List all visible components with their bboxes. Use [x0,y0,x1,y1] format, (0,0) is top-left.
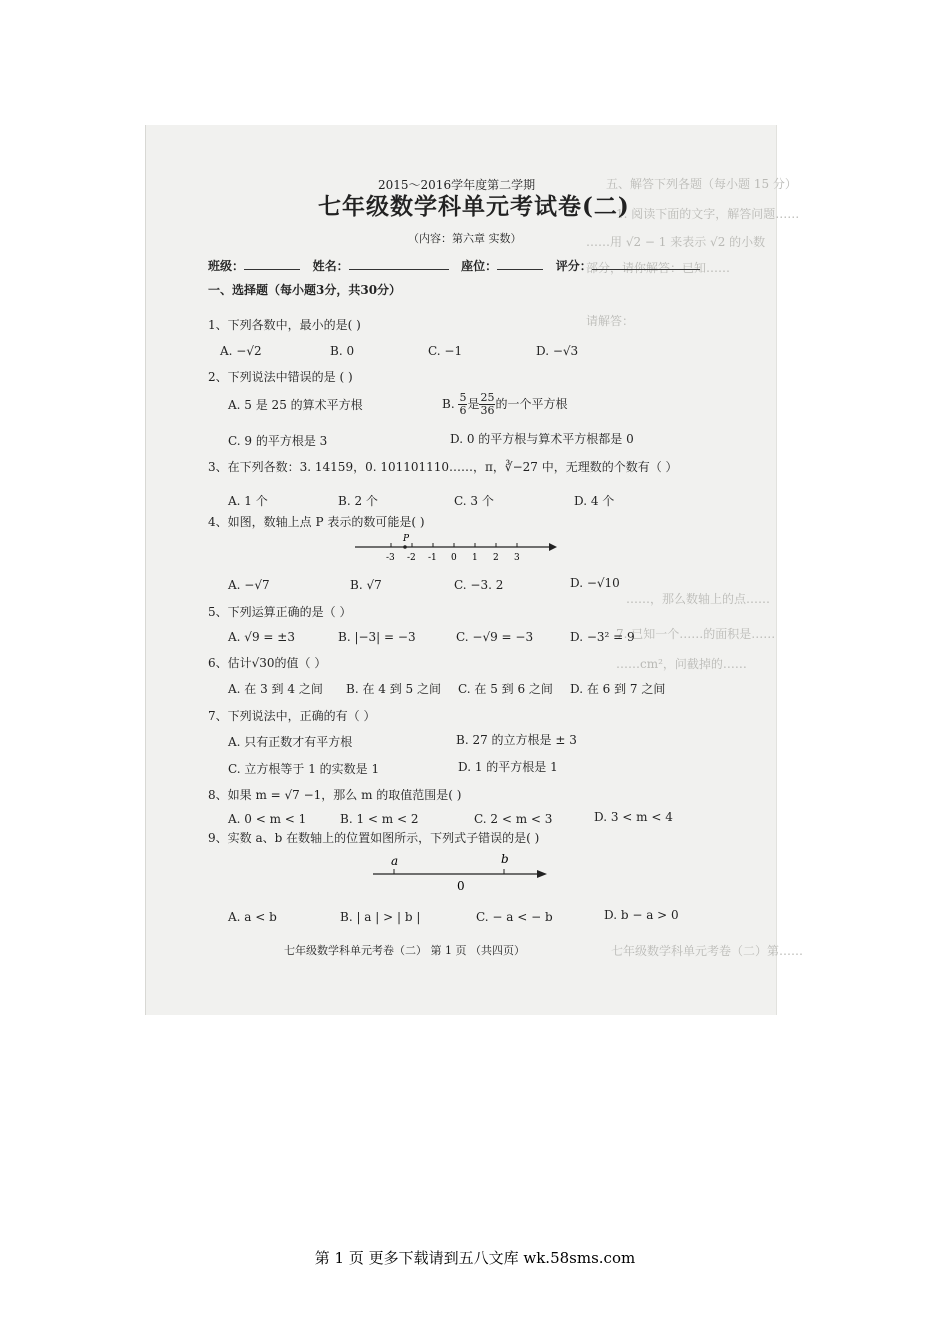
section-heading: 一、选择题（每小题3分，共30分） [208,283,402,297]
class-field[interactable] [244,257,300,270]
q7-option-a: A. 只有正数才有平方根 [228,735,353,749]
tick-label: -2 [407,553,416,563]
q3-option-d: D. 4 个 [574,494,615,508]
q8-option-a: A. 0 < m < 1 [228,812,307,826]
tick-label: -3 [386,553,395,563]
score-field[interactable] [592,257,700,270]
scanned-exam-page [145,125,804,1015]
question-8-stem: 8、如果 m = √7 −1，那么 m 的取值范围是( ) [208,788,462,802]
tick-label: 3 [514,553,520,563]
denominator: 6 [459,404,467,417]
question-7-stem: 7、下列说法中，正确的有（ ） [208,709,376,723]
exam-title: 七年级数学科单元考试卷(二) [318,193,630,220]
exam-scope: （内容：第六章 实数） [408,232,522,245]
class-label: 班级： [208,259,245,273]
q4-number-line [351,533,561,567]
q4-option-d: D. −√10 [570,576,620,590]
question-9-stem: 9、实数 a、b 在数轴上的位置如图所示，下列式子错误的是( ) [208,831,540,845]
q6-option-c: C. 在 5 到 6 之间 [458,682,553,696]
tick-label: 1 [472,553,478,563]
q2-option-c: C. 9 的平方根是 3 [228,434,328,448]
score-label: 评分： [555,259,592,273]
q8-option-b: B. 1 < m < 2 [340,812,419,826]
bleed-through-text: 五、解答下列各题（每小题 15 分） [606,177,797,191]
point-b-label: b [501,852,509,866]
tick-label: -1 [428,553,437,563]
q3-option-c: C. 3 个 [454,494,494,508]
q1-option-c: C. −1 [428,344,463,358]
q2-option-d: D. 0 的平方根与算术平方根都是 0 [450,432,634,446]
q9-option-b: B. | a | > | b | [340,910,421,924]
bleed-through-text: 部分，请你解答：已知…… [586,261,731,275]
bleed-through-text: ……，那么数轴上的点…… [626,592,771,606]
bleed-through-text: 七年级数学科单元考卷（二）第…… [611,944,804,958]
name-label: 姓名： [312,259,349,273]
q1-option-a: A. −√2 [220,344,262,358]
q5-option-d: D. −3² = 9 [570,630,635,644]
seat-label: 座位： [461,259,498,273]
q6-option-b: B. 在 4 到 5 之间 [346,682,441,696]
scan-footer: 七年级数学科单元考卷（二） 第 1 页 （共四页） [284,944,525,957]
q5-option-b: B. |−3| = −3 [338,630,416,644]
q9-option-c: C. − a < − b [476,910,553,924]
point-p-label: P [403,534,410,544]
question-6-stem: 6、估计√30的值（ ） [208,656,327,670]
q9-number-line [371,850,551,894]
q9-option-a: A. a < b [228,910,277,924]
q7-option-b: B. 27 的立方根是 ± 3 [456,733,577,747]
page-footer: 第 1 页 更多下载请到五八文库 wk.58sms.com [314,1249,636,1267]
q3-option-a: A. 1 个 [228,494,268,508]
q2-option-b-label: B. [442,397,455,411]
name-field[interactable] [349,257,449,270]
q6-option-a: A. 在 3 到 4 之间 [228,682,323,696]
question-3-stem: 3、在下列各数：3. 14159，0. 101101110……，π，∛−27 中，无理数的个数有（ ） [208,460,678,474]
q4-option-b: B. √7 [350,578,382,592]
question-5-stem: 5、下列运算正确的是（ ） [208,605,352,619]
seat-field[interactable] [497,257,543,270]
denominator: 36 [480,404,495,417]
bleed-through-text: 请解答： [586,314,635,328]
q5-option-a: A. √9 = ±3 [228,630,295,644]
numerator: 25 [480,391,495,404]
tick-label: 2 [493,553,499,563]
bleed-through-text: ……cm²，问截掉的…… [616,657,747,671]
q5-option-c: C. −√9 = −3 [456,630,534,644]
q8-option-c: C. 2 < m < 3 [474,812,553,826]
origin-label: 0 [457,879,465,893]
q2-option-b [442,387,568,421]
tick-label: 0 [451,553,457,563]
bleed-through-text: ……用 √2 − 1 来表示 √2 的小数 [586,235,766,249]
question-1-stem: 1、下列各数中，最小的是( ) [208,318,361,332]
question-4-stem: 4、如图，数轴上点 P 表示的数可能是( ) [208,515,425,529]
bleed-through-text: 1. 阅读下面的文字，解答问题…… [616,207,800,221]
q2-option-a: A. 5 是 25 的算术平方根 [228,398,363,412]
bleed-through-text: 7. 已知一个……的面积是…… [616,627,776,641]
q1-option-b: B. 0 [330,344,355,358]
point-a-label: a [391,854,399,868]
q4-option-a: A. −√7 [228,578,270,592]
numerator: 5 [459,391,467,404]
q4-option-c: C. −3. 2 [454,578,504,592]
q2-option-b-tail: 的一个平方根 [495,397,568,411]
q7-option-d: D. 1 的平方根是 1 [458,760,558,774]
q2-option-b-mid: 是 [467,397,480,411]
q1-option-d: D. −√3 [536,344,579,358]
fraction-25-36 [479,392,495,417]
point-p [403,545,407,549]
q8-option-d: D. 3 < m < 4 [594,810,673,824]
q9-option-d: D. b − a > 0 [604,908,679,922]
student-info-row [208,257,700,274]
q7-option-c: C. 立方根等于 1 的实数是 1 [228,762,380,776]
q3-option-b: B. 2 个 [338,494,378,508]
q6-option-d: D. 在 6 到 7 之间 [570,682,666,696]
question-2-stem: 2、下列说法中错误的是 ( ) [208,370,353,384]
school-year: 2015～2016学年度第二学期 [378,178,536,192]
